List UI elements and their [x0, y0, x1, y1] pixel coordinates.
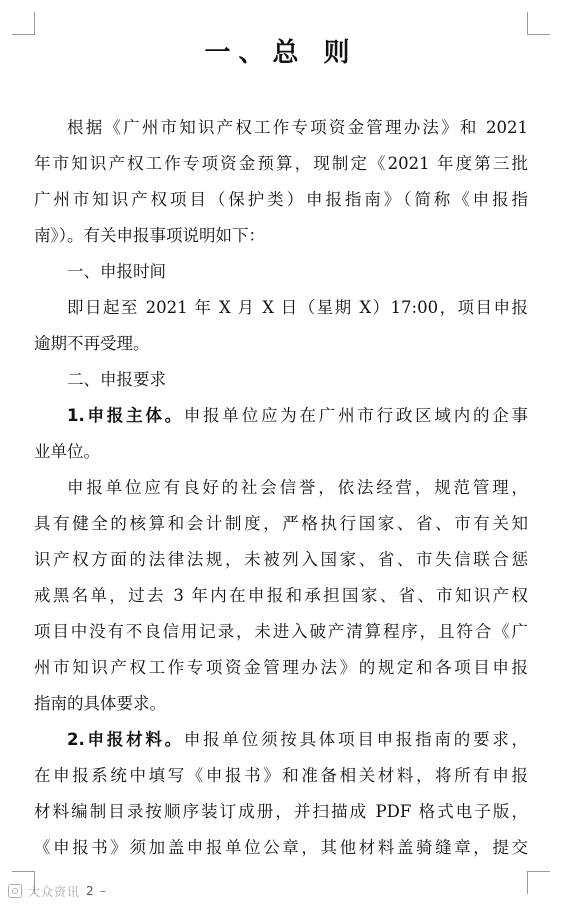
item1-label: 1.申报主体。: [67, 406, 184, 425]
paragraph-line: 识产权方面的法律法规，未被列入国家、省、市失信联合惩: [34, 550, 528, 569]
paragraph-line: 项目中没有不良信用记录，未进入破产清算程序，且符合《广: [34, 622, 528, 641]
watermark-logo-icon: [8, 884, 22, 898]
item2-text: 申报单位须按具体项目申报指南的要求，: [183, 730, 529, 749]
intro-line: 南》）。有关申报事项说明如下：: [34, 226, 265, 245]
item2-line: 《申报书》须加盖申报单位公章，其他材料盖骑缝章，提交: [34, 838, 528, 857]
intro-line: 广州市知识产权项目（保护类）申报指南》（简称《申报指: [34, 190, 528, 209]
section1-line: 逾期不再受理。: [34, 334, 150, 353]
crop-mark-bottom-right: [527, 871, 550, 894]
item2-line: [67, 729, 528, 751]
paragraph-line: 州市知识产权工作专项资金管理办法》的规定和各项目申报: [34, 658, 528, 677]
document-title: 一、总 则: [204, 38, 358, 68]
item2-label: 2.申报材料。: [67, 730, 184, 749]
paragraph-line: 申报单位应有良好的社会信誉，依法经营，规范管理，: [67, 478, 528, 497]
section-heading-time: 一、申报时间: [67, 262, 166, 281]
item1-line: [67, 405, 528, 427]
section-heading-requirements: 二、申报要求: [67, 370, 166, 389]
page-number: 2: [86, 884, 94, 898]
item2-line: 在申报系统中填写《申报书》和准备相关材料，将所有申报: [34, 766, 528, 785]
paragraph-line: 具有健全的核算和会计制度，严格执行国家、省、市有关知: [34, 514, 528, 533]
item1-text: 申报单位应为在广州市行政区域内的企事: [183, 406, 529, 425]
paragraph-line: 指南的具体要求。: [34, 694, 166, 713]
page-footer: [8, 882, 106, 900]
watermark-text: 大众资讯: [28, 884, 81, 899]
item1-line: 业单位。: [34, 442, 100, 461]
section1-line: 即日起至 2021 年 X 月 X 日（星期 X）17:00，项目申报: [67, 298, 528, 317]
intro-line: 年市知识产权工作专项资金预算，现制定《2021 年度第三批: [34, 154, 528, 173]
footer-dash: –: [99, 884, 106, 898]
item2-line: 材料编制目录按顺序装订成册，并扫描成 PDF 格式电子版，: [34, 802, 528, 821]
intro-line: 根据《广州市知识产权工作专项资金管理办法》和 2021: [67, 118, 528, 137]
paragraph-line: 戒黑名单，过去 3 年内在申报和承担国家、省、市知识产权: [34, 586, 528, 605]
